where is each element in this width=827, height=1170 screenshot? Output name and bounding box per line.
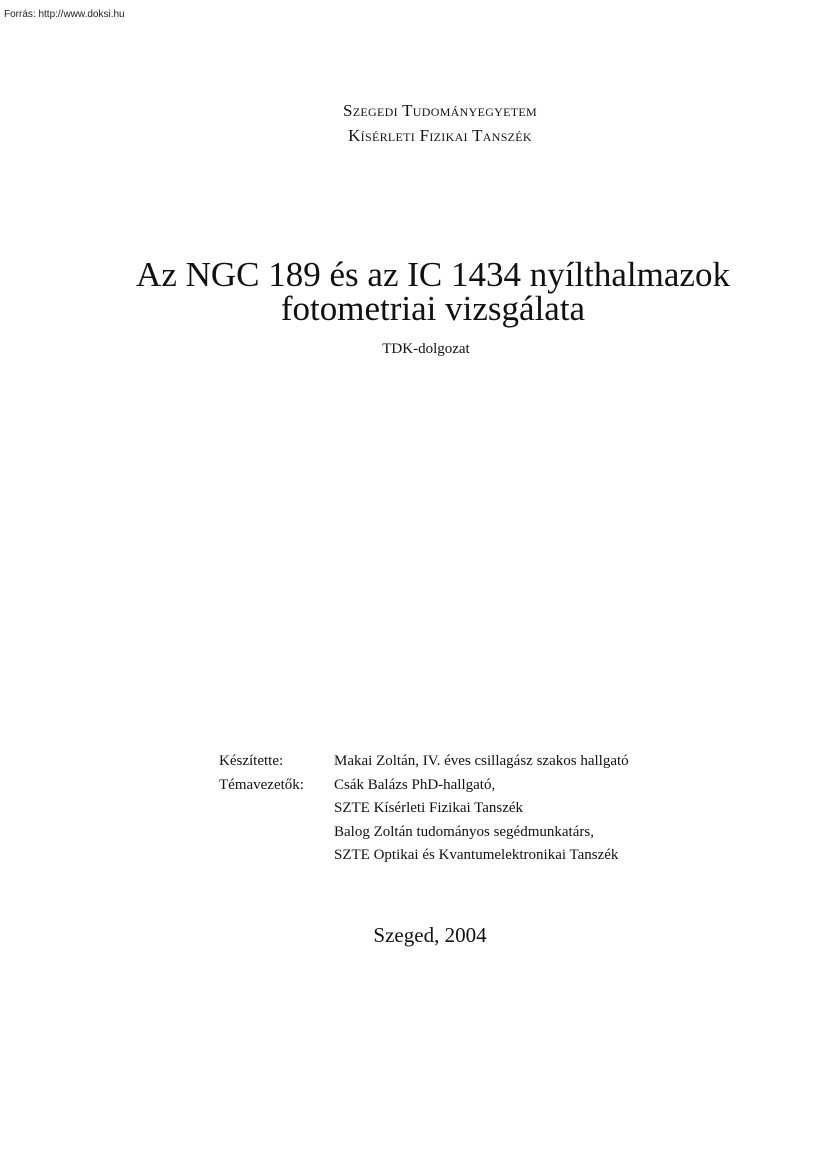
supervisors-values (334, 774, 618, 868)
supervisor-line: Balog Zoltán tudományos segédmunkatárs, (334, 823, 594, 840)
supervisor-line: SZTE Optikai és Kvantumelektronikai Tanszék (334, 847, 619, 863)
author-label: Készítette: (219, 753, 284, 769)
author-line: Makai Zoltán, IV. éves csillagász szakos hallgató (334, 753, 629, 769)
author-values (334, 750, 629, 774)
document-type: TDK-dolgozat (382, 341, 470, 357)
document-title-line-1: Az NGC 189 és az IC 1434 nyílthalmazok (136, 255, 730, 294)
university-name: Szegedi Tudományegyetem (343, 101, 537, 120)
department-name: Kísérleti Fizikai Tanszék (348, 126, 532, 145)
author-row (219, 750, 629, 774)
supervisors-label: Témavezetők: (219, 776, 304, 793)
supervisor-line: Csák Balázs PhD-hallgató, (334, 776, 496, 793)
supervisor-line: SZTE Kísérleti Fizikai Tanszék (334, 800, 524, 816)
place-and-date: Szeged, 2004 (373, 923, 487, 947)
credits-block (219, 750, 629, 868)
supervisors-row (219, 774, 629, 868)
source-note: Forrás: http://www.doksi.hu (4, 9, 125, 20)
document-title-line-2: fotometriai vizsgálata (280, 289, 586, 328)
